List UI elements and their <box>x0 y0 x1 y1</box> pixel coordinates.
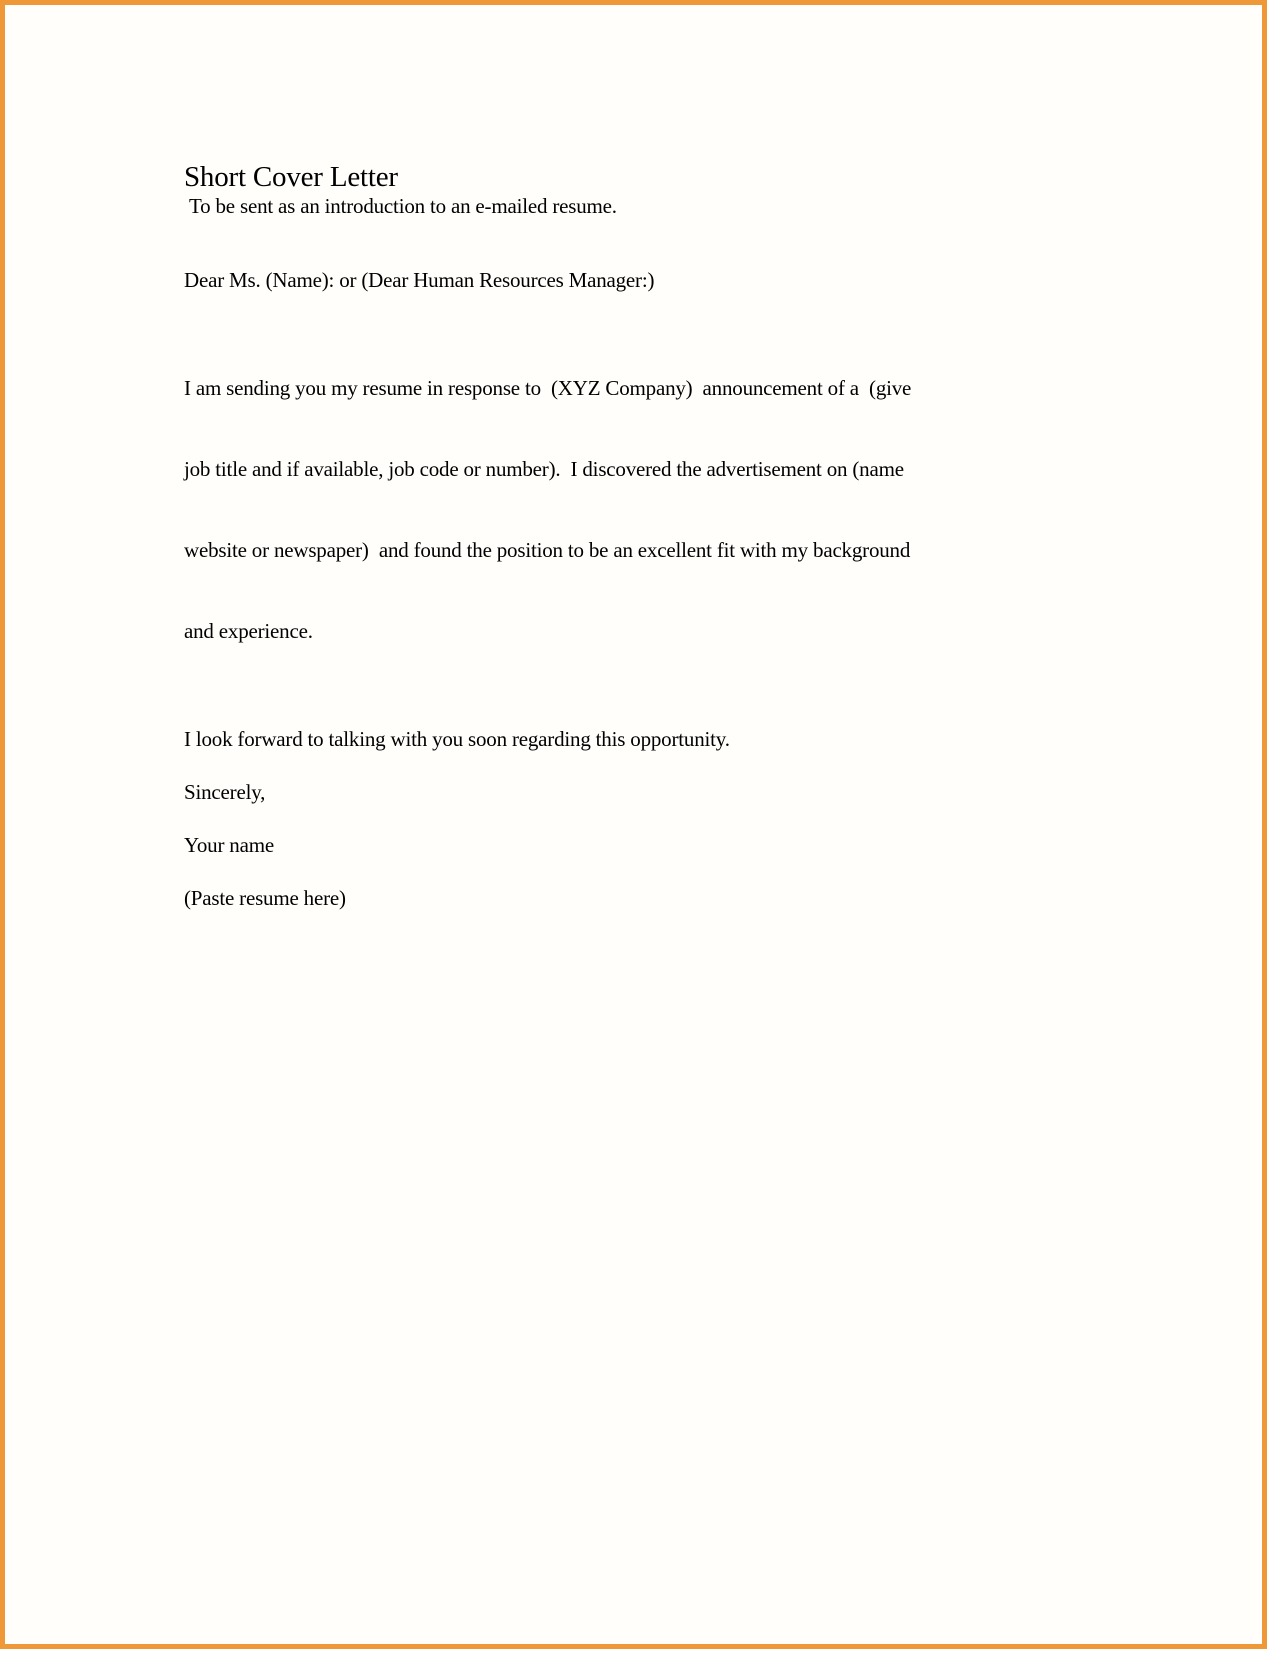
document-subtitle: To be sent as an introduction to an e-mailed resume. <box>189 194 617 218</box>
closing-line: Sincerely, <box>184 780 266 804</box>
body-paragraph-2: I look forward to talking with you soon regarding this opportunity. <box>184 727 730 751</box>
signature-line: Your name <box>184 833 274 857</box>
cover-letter-content <box>184 160 1032 912</box>
paragraph-line: and experience. <box>184 619 313 643</box>
body-paragraph-1 <box>184 321 1032 699</box>
document-title: Short Cover Letter <box>184 161 398 193</box>
salutation-line: Dear Ms. (Name): or (Dear Human Resources Manager:) <box>184 268 655 292</box>
paragraph-line: job title and if available, job code or number). I discovered the advertisement on (name <box>184 457 904 481</box>
paragraph-line: website or newspaper) and found the position to be an excellent fit with my background <box>184 538 911 562</box>
paragraph-line: I am sending you my resume in response to (XYZ Company) announcement of a (give <box>184 376 912 400</box>
paste-resume-placeholder: (Paste resume here) <box>184 886 346 910</box>
